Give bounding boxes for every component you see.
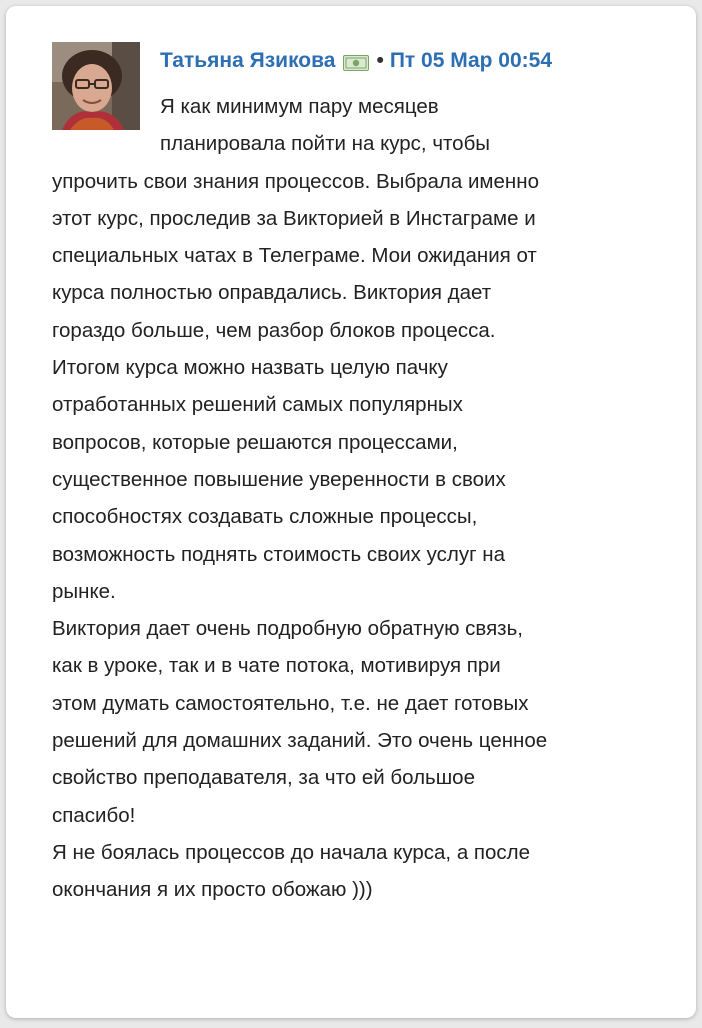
review-line: упрочить свои знания процессов. Выбрала именно <box>52 169 539 193</box>
review-text <box>52 88 672 909</box>
review-line: вопросов, которые решаются процессами, <box>52 430 458 454</box>
review-line: этом думать самостоятельно, т.е. не дает готовых <box>52 691 529 715</box>
review-header <box>160 44 552 78</box>
review-line: Виктория дает очень подробную обратную связь, <box>52 617 523 641</box>
review-line: Итогом курса можно назвать целую пачку <box>52 356 448 380</box>
review-card <box>6 6 696 1018</box>
review-line: существенное повышение уверенности в своих <box>52 467 506 491</box>
post-date[interactable]: Пт 05 Мар 00:54 <box>389 49 553 72</box>
review-line: курса полностью оправдались. Виктория дает <box>52 281 492 305</box>
money-bill-icon <box>343 53 369 69</box>
review-line: специальных чатах в Телеграме. Мои ожидания от <box>52 244 537 268</box>
review-line: решений для домашних заданий. Это очень ценное <box>52 729 548 753</box>
review-line: как в уроке, так и в чате потока, мотивируя при <box>52 654 501 678</box>
review-line: рынке. <box>52 579 116 603</box>
review-line: Я как минимум пару месяцев <box>160 95 439 118</box>
review-line: свойство преподавателя, за что ей большое <box>52 766 475 790</box>
review-line: способностях создавать сложные процессы, <box>52 505 478 529</box>
review-line: отработанных решений самых популярных <box>52 393 463 417</box>
review-line: окончания я их просто обожаю ))) <box>52 878 373 902</box>
review-line: Я не боялась процессов до начала курса, а после <box>52 840 531 864</box>
review-line: возможность поднять стоимость своих услуг на <box>52 542 506 566</box>
author-name[interactable]: Татьяна Язикова <box>160 49 336 72</box>
review-line: планировала пойти на курс, чтобы <box>160 132 491 156</box>
review-line: этот курс, проследив за Викторией в Инстаграме и <box>52 206 536 230</box>
review-line: гораздо больше, чем разбор блоков процесса. <box>52 318 496 342</box>
review-line: спасибо! <box>52 803 136 827</box>
separator-dot: • <box>376 49 384 72</box>
